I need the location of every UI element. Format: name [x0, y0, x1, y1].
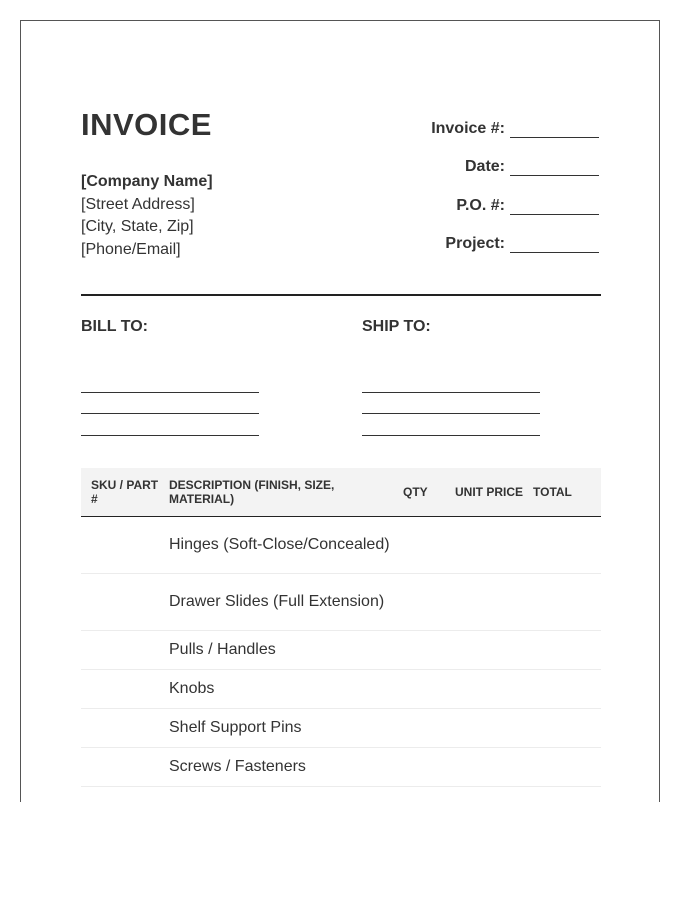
table-row	[81, 574, 601, 631]
sku-cell[interactable]	[81, 574, 159, 631]
unit-price-cell[interactable]	[445, 670, 523, 709]
project-row	[299, 215, 599, 254]
sku-cell[interactable]	[81, 631, 159, 670]
ship-to-line[interactable]	[362, 393, 540, 415]
description-cell[interactable]: Knobs	[159, 670, 393, 709]
company-contact: [Phone/Email]	[81, 240, 181, 258]
description-cell[interactable]: Pulls / Handles	[159, 631, 393, 670]
ship-to-label: SHIP TO:	[362, 318, 431, 335]
qty-cell[interactable]	[393, 748, 445, 787]
unit-price-cell[interactable]	[445, 631, 523, 670]
unit-price-cell[interactable]	[445, 574, 523, 631]
unit-price-cell[interactable]	[445, 748, 523, 787]
sku-cell[interactable]	[81, 517, 159, 574]
ship-to-line[interactable]	[362, 414, 540, 436]
ship-to-fields	[362, 371, 540, 436]
header-unit-price: UNIT PRICE	[445, 468, 523, 517]
company-name: [Company Name]	[81, 173, 213, 190]
date-label: Date:	[464, 158, 505, 175]
sku-cell[interactable]	[81, 670, 159, 709]
qty-cell[interactable]	[393, 517, 445, 574]
project-label: Project:	[445, 235, 505, 252]
qty-cell[interactable]	[393, 670, 445, 709]
po-label: P.O. #:	[456, 196, 505, 214]
total-cell[interactable]	[523, 574, 601, 631]
qty-cell[interactable]	[393, 631, 445, 670]
table-row	[81, 709, 601, 748]
bill-to-line[interactable]	[81, 371, 259, 393]
total-cell[interactable]	[523, 631, 601, 670]
unit-price-cell[interactable]	[445, 709, 523, 748]
total-cell[interactable]	[523, 709, 601, 748]
invoice-number-label: Invoice #:	[431, 119, 505, 137]
company-street: [Street Address]	[81, 195, 195, 213]
total-cell[interactable]	[523, 670, 601, 709]
description-cell[interactable]: Shelf Support Pins	[159, 709, 393, 748]
header-divider	[81, 294, 601, 296]
table-row	[81, 748, 601, 787]
header-qty: QTY	[393, 468, 445, 517]
company-block	[81, 171, 213, 261]
qty-cell[interactable]	[393, 574, 445, 631]
header-total: TOTAL	[523, 468, 601, 517]
header-description: DESCRIPTION (FINISH, SIZE, MATERIAL)	[159, 468, 393, 517]
invoice-number-field[interactable]	[510, 119, 599, 138]
total-cell[interactable]	[523, 517, 601, 574]
table-row	[81, 517, 601, 574]
description-cell[interactable]: Screws / Fasteners	[159, 748, 393, 787]
table-row	[81, 631, 601, 670]
ship-to-line[interactable]	[362, 371, 540, 393]
bill-to-line[interactable]	[81, 414, 259, 436]
date-field[interactable]	[510, 157, 599, 176]
unit-price-cell[interactable]	[445, 517, 523, 574]
line-items-table	[81, 468, 601, 787]
bill-to-fields	[81, 371, 259, 436]
table-header-row	[81, 468, 601, 517]
sku-cell[interactable]	[81, 709, 159, 748]
company-city: [City, State, Zip]	[81, 218, 194, 235]
header-sku: SKU / PART #	[81, 468, 159, 517]
description-cell[interactable]: Drawer Slides (Full Extension)	[159, 574, 393, 631]
invoice-title: INVOICE	[81, 107, 212, 142]
table-row	[81, 670, 601, 709]
po-row	[299, 176, 599, 215]
invoice-meta	[299, 99, 599, 253]
qty-cell[interactable]	[393, 709, 445, 748]
description-cell[interactable]: Hinges (Soft-Close/Concealed)	[159, 517, 393, 574]
po-field[interactable]	[510, 196, 599, 215]
date-row	[299, 138, 599, 177]
project-field[interactable]	[510, 234, 599, 253]
invoice-page	[20, 20, 660, 802]
invoice-number-row	[299, 99, 599, 138]
bill-to-line[interactable]	[81, 393, 259, 415]
total-cell[interactable]	[523, 748, 601, 787]
bill-to-label: BILL TO:	[81, 318, 148, 335]
sku-cell[interactable]	[81, 748, 159, 787]
